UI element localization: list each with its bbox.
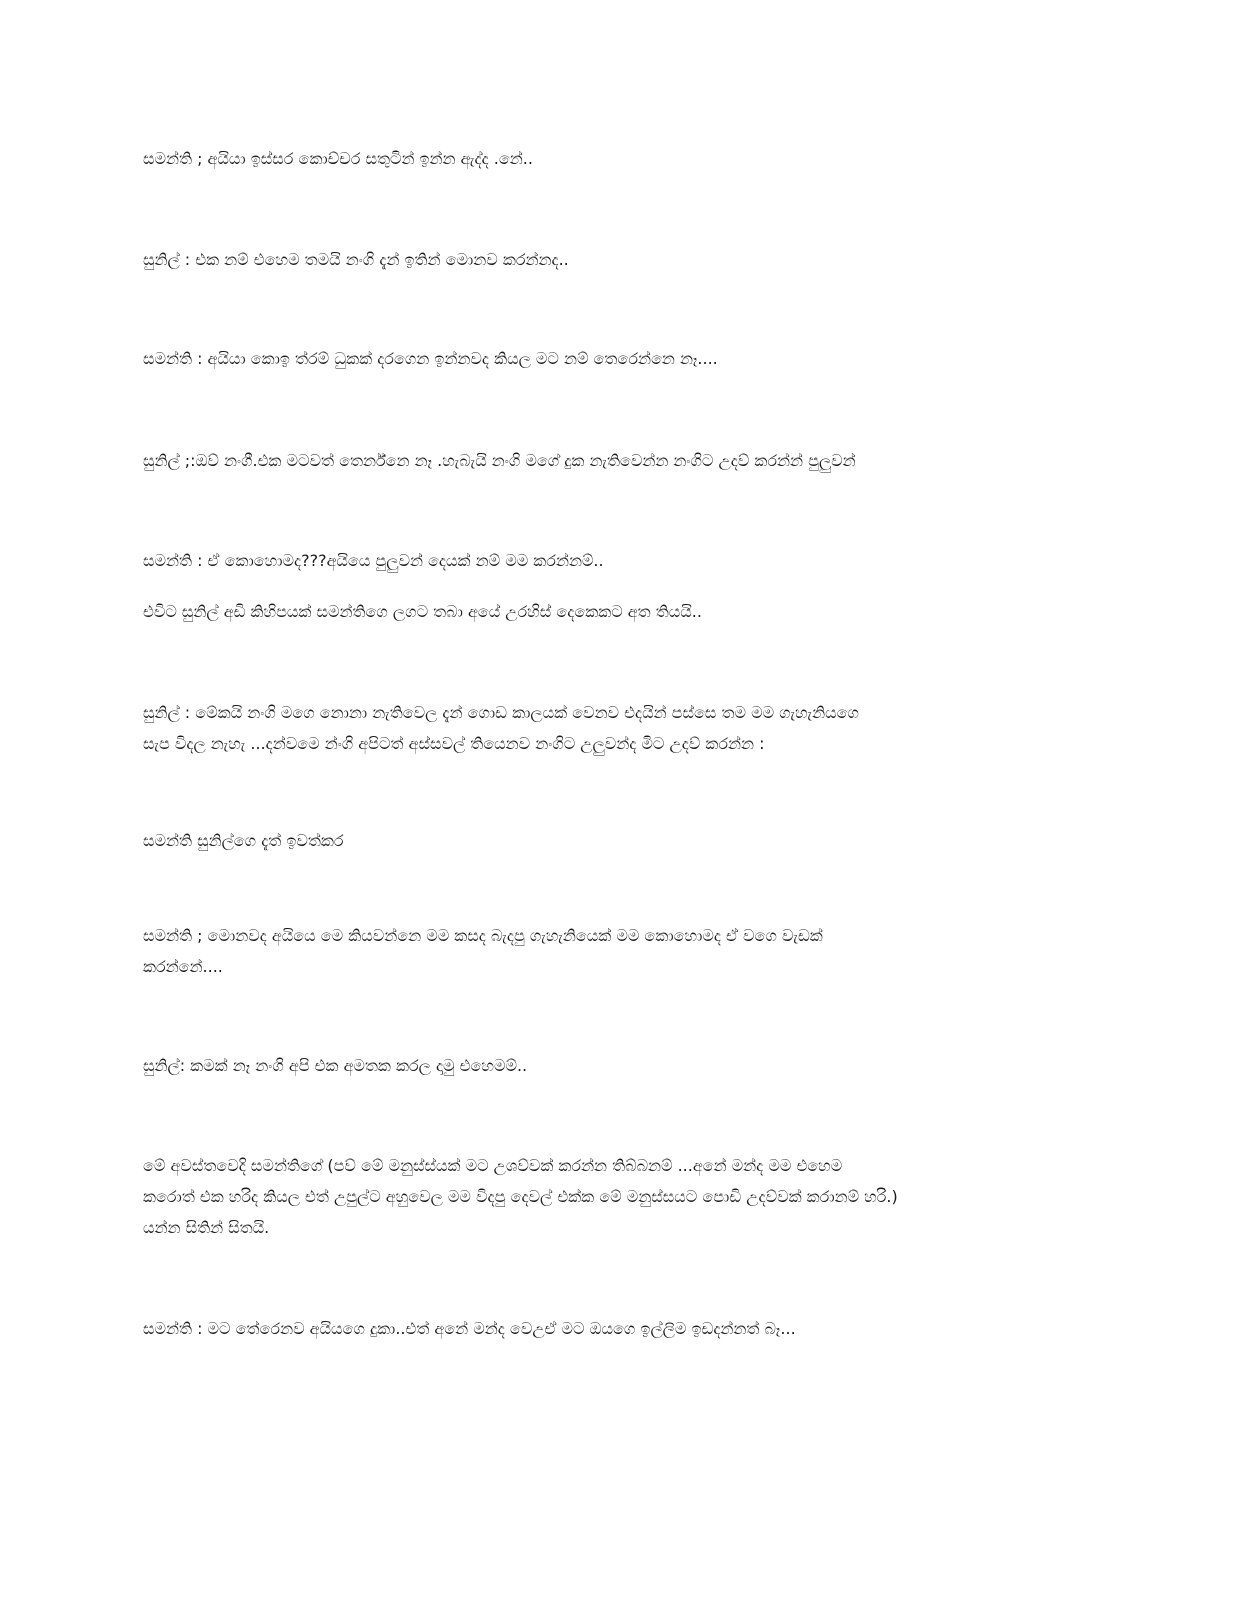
paragraph-12	[143, 1313, 1083, 1344]
paragraph-9	[143, 920, 1083, 982]
paragraph-line: සමන්ති : ඒ කොහොමද???අයියෙ පුලුවන් දෙයක් නම් මම කරන්නම්..	[143, 551, 604, 570]
paragraph-5	[143, 545, 1083, 576]
paragraph-line: සමන්ති සුනිල්ගෙ දැත් ඉවත්කර	[143, 831, 344, 850]
paragraph-line: සුනිල් : මේකයි නංගි මගෙ නොනා නැතිවෙල දැන් ගොඩ කාලයක් වෙනව එදයින් පස්සෙ තම මම ගැහැනියගෙ	[143, 703, 859, 722]
paragraph-line: සමන්ති ; මොනවද අයියෙ මෙ කියවන්නෙ මම කසද බැදපු ගැහැනියෙක් මම කොහොමද ඒ වගෙ වැඩක්	[143, 926, 823, 945]
paragraph-line: සැප විදල නැහැ ...දන්වමෙ න්ංගි අපිටත් අස්සවල් තියෙනව නංගිට උලුවන්ද මිට උදව් කරන්න :	[143, 734, 765, 753]
paragraph-line: සමන්ති : මට තේරෙනව අයියගෙ දුකා..එත් අනේ මන්ද වෙඋඒ මට ඔයගෙ ඉල්ලිම ඉඩදන්නත් බෑ...	[143, 1319, 796, 1338]
paragraph-3	[143, 343, 1083, 374]
paragraph-2	[143, 244, 1083, 275]
paragraph-line: කරන්නේ....	[143, 957, 223, 976]
paragraph-line: යන්න සිතින් සිතයි.	[143, 1218, 270, 1237]
paragraph-4	[143, 445, 1083, 476]
paragraph-line: සමන්ති : අයියා කොඉ ත්රම් ධුකක් දරගෙන ඉන්නවද කියල මට නම් තෙරෙන්නෙ නෑ....	[143, 349, 718, 368]
paragraph-line: සුනිල් : එක නම් එහෙම තමයි නංගි දැන් ඉතින් මොනව කරන්නද..	[143, 250, 569, 269]
paragraph-line: සුනිල්: කමක් නෑ නංගි අපි එක අමතක කරල දාමු එහෙමම්..	[143, 1056, 528, 1075]
paragraph-line: කරොත් එක හරිද කියල එත් උපුල්ට අහුවෙල මම විදපු දෙවල් එක්ක මේ මනුස්සයට පොඩි උදව්වක් කරානම් හරි.)	[143, 1187, 898, 1206]
paragraph-1	[143, 143, 1083, 174]
paragraph-10	[143, 1050, 1083, 1081]
paragraph-line: එවිට සුනිල් අඩි කිහිපයක් සමන්තිගෙ ලගට තබා අයේ උරහිස් දෙකෙකට අත තියයි..	[143, 602, 702, 621]
paragraph-line: සුනිල් ;:ඔව් නංගී.එක මටවත් තෙර්න්නෙ නෑ .හැබැයි නංගි මගේ දුක නැතිවෙන්න නංගිට උදව් කරන්න් පුලුවන්	[143, 451, 856, 470]
paragraph-11	[143, 1150, 1083, 1243]
paragraph-7	[143, 697, 1083, 759]
paragraph-line: සමන්ති ; අයියා ඉස්සර කොච්චර සතුටින් ඉන්න ඇද්ද .නේ..	[143, 149, 533, 168]
paragraph-line: මේ අවස්තවෙදි සමන්තිගේ (පව් මේ මනුස්ස්යක් මට උශව්වක් කරන්න තිබ්බනම් ...අනේ මන්ද මම එහෙම	[143, 1156, 843, 1175]
paragraph-6	[143, 596, 1083, 627]
paragraph-8	[143, 825, 1083, 856]
